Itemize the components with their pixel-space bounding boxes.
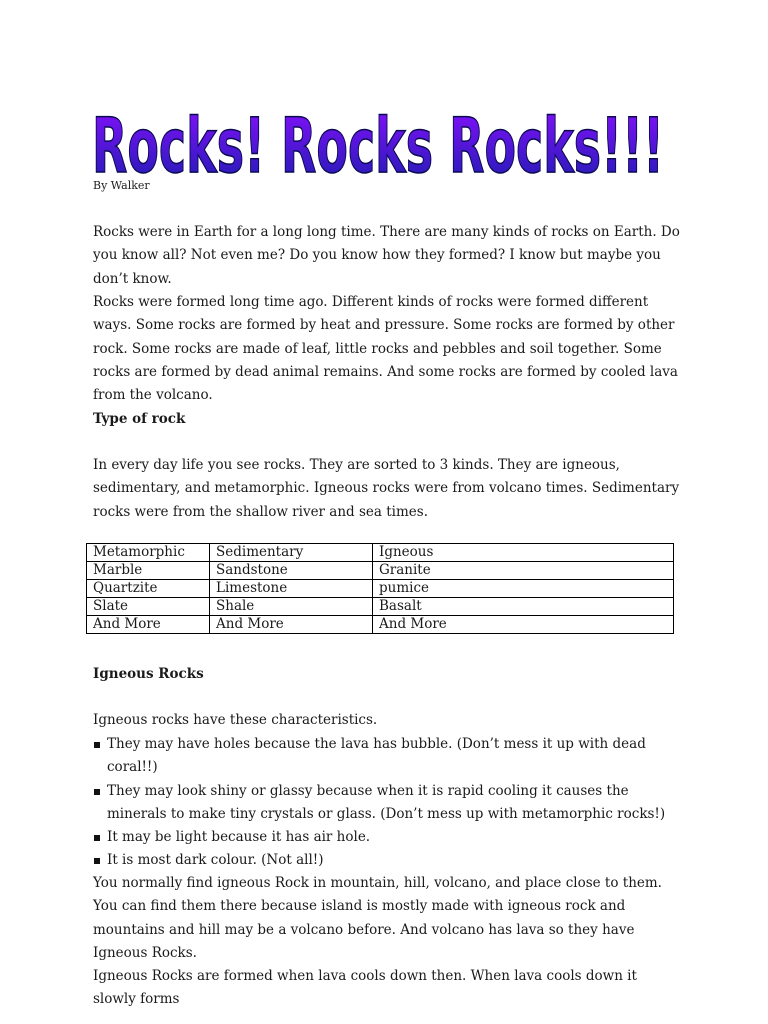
table-cell: Granite [373,562,674,580]
table-row [87,562,674,580]
bullet-square-icon [94,742,100,748]
bullet-square-icon [94,858,100,864]
igneous-intro: Igneous rocks have these characteristics. [93,712,378,728]
byline: By Walker [93,179,150,192]
table-cell: pumice [373,580,674,598]
bullet-square-icon [94,789,100,795]
table-cell: Sandstone [210,562,373,580]
list-item [93,826,683,849]
igneous-heading: Igneous Rocks [93,666,204,682]
document-title [90,100,670,180]
formation-paragraph: Rocks were formed long time ago. Different kinds of rocks were formed different ways. Some rocks are formed by heat and pressure. Some rocks are formed by other rock. Some rocks are made of leaf, little rocks and pebbles and soil together. Some rocks are formed by dead animal remains. And some rocks are formed by cooled lava from the volcano. [93,294,678,404]
list-item [93,849,683,872]
table-cell: And More [210,616,373,634]
table-cell: Marble [87,562,210,580]
table-row [87,598,674,616]
title-text: Rocks! Rocks Rocks!!! [92,101,664,180]
table-row [87,544,674,562]
table-row [87,616,674,634]
table-cell: Igneous [373,544,674,562]
formed-paragraph: Igneous Rocks are formed when lava cools down then. When lava cools down it slowly forms [93,968,637,1008]
igneous-characteristics-list [93,733,683,873]
table-cell: Basalt [373,598,674,616]
list-item [93,733,683,780]
list-item [93,780,683,827]
table-cell: Quartzite [87,580,210,598]
type-paragraph: In every day life you see rocks. They are sorted to 3 kinds. They are igneous, sedimentary, and metamorphic. Igneous rocks were from volcano times. Sedimentary rocks were from the shallow river and sea times. [93,457,680,520]
table-cell: And More [373,616,674,634]
list-item-text: It may be light because it has air hole. [107,829,371,846]
table-cell: Shale [210,598,373,616]
type-heading: Type of rock [93,411,186,427]
intro-paragraph: Rocks were in Earth for a long long time. There are many kinds of rocks on Earth. Do you know all? Not even me? Do you know how they formed? I know but maybe you don’t know. [93,224,680,287]
table-cell: Metamorphic [87,544,210,562]
table-cell: Limestone [210,580,373,598]
list-item-text: They may look shiny or glassy because when it is rapid cooling it causes the minerals to make tiny crystals or glass. (Don’t mess up with metamorphic rocks!) [107,782,666,822]
rock-types-table [86,543,674,634]
list-item-text: It is most dark colour. (Not all!) [107,852,324,869]
title-wordart [90,100,670,180]
table-cell: And More [87,616,210,634]
table-cell: Slate [87,598,210,616]
table-cell: Sedimentary [210,544,373,562]
found-paragraph: You normally find igneous Rock in mountain, hill, volcano, and place close to them. You can find them there because island is mostly made with igneous rock and mountains and hill may be a volcano before. And volcano has lava so they have Igneous Rocks. [93,875,662,961]
table-row [87,580,674,598]
list-item-text: They may have holes because the lava has bubble. (Don’t mess it up with dead coral!!) [107,736,646,776]
bullet-square-icon [94,835,100,841]
